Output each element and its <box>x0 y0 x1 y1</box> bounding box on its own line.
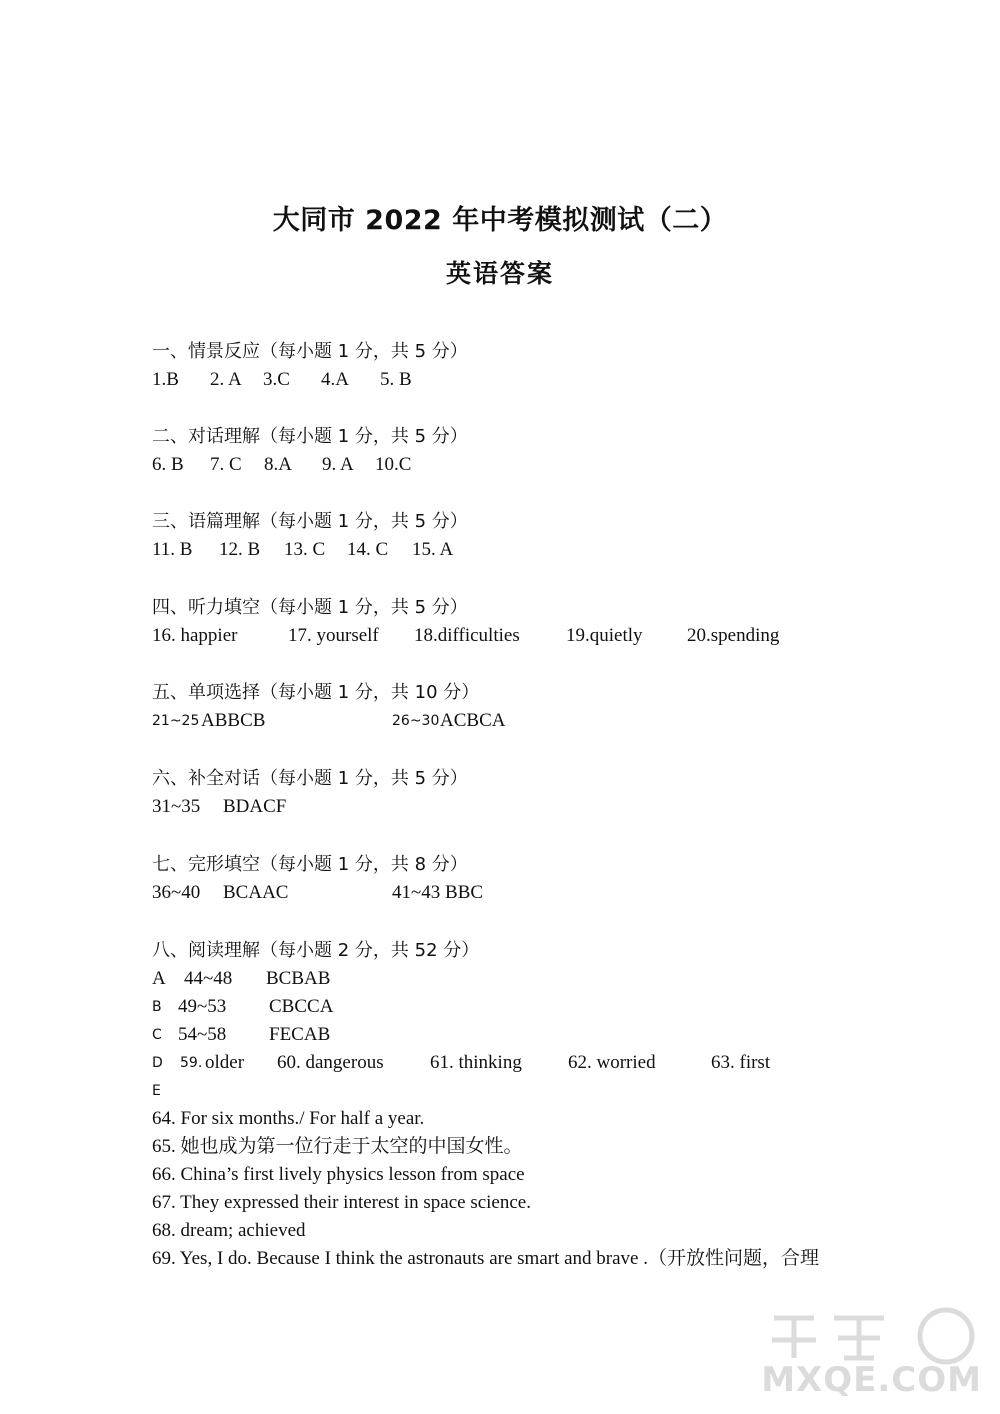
section-single-choice <box>152 679 912 735</box>
answer-item: 19.quietly <box>566 625 643 646</box>
answer-item: 9. A <box>322 454 354 475</box>
answer-item: 13. C <box>284 539 326 560</box>
passage-label: C <box>152 1027 162 1043</box>
question-range: 21~25 <box>152 713 200 729</box>
answer-item: 8.A <box>264 454 292 475</box>
page-title: 大同市 2022 年中考模拟测试（二） <box>272 205 728 236</box>
answer-item: 4.A <box>321 369 349 390</box>
answer-line: 67. They expressed their interest in space science. <box>152 1192 531 1213</box>
section-dialogue-completion <box>152 765 912 821</box>
answer-row <box>152 366 912 394</box>
answer-item: 11. B <box>152 539 193 560</box>
answer-item: 20.spending <box>687 625 780 646</box>
answer-row <box>152 793 912 821</box>
passage-label: B <box>152 999 162 1015</box>
answer-item: ACBCA <box>440 710 506 731</box>
answer-item: 62. worried <box>568 1052 656 1073</box>
passage-row-d <box>152 1049 912 1077</box>
answer-item: BCAAC <box>223 882 289 903</box>
question-range: 31~35 <box>152 796 201 817</box>
section-heading: 二、对话理解（每小题 1 分，共 5 分） <box>152 426 468 447</box>
section-heading: 六、补全对话（每小题 1 分，共 5 分） <box>152 768 468 789</box>
answer-item: 1.B <box>152 369 179 390</box>
passage-row-c <box>152 1021 912 1049</box>
answer-line: 66. China’s first lively physics lesson from space <box>152 1164 525 1185</box>
answer-item: BDACF <box>223 796 287 817</box>
passage-row-a <box>152 965 912 993</box>
answer-item: 61. thinking <box>430 1052 522 1073</box>
answer-item: 2. A <box>210 369 242 390</box>
watermark-text: MXQE.COM <box>761 1360 982 1400</box>
answer-item: 16. happier <box>152 625 238 646</box>
passage-row-e <box>152 1077 912 1105</box>
answer-item: 3.C <box>263 369 290 390</box>
answer-item: 14. C <box>347 539 389 560</box>
answer-line: 68. dream; achieved <box>152 1220 306 1241</box>
section-heading: 四、听力填空（每小题 1 分，共 5 分） <box>152 597 468 618</box>
answer-row <box>152 707 912 735</box>
question-range: 44~48 <box>184 968 233 989</box>
answer-item: 15. A <box>412 539 454 560</box>
section-heading: 五、单项选择（每小题 1 分，共 10 分） <box>152 682 480 703</box>
section-heading: 七、完形填空（每小题 1 分，共 8 分） <box>152 854 468 875</box>
passage-row-b <box>152 993 912 1021</box>
section-heading: 一、情景反应（每小题 1 分，共 5 分） <box>152 341 468 362</box>
answer-line: 65. 她也成为第一位行走于太空的中国女性。 <box>152 1136 523 1157</box>
question-range: 54~58 <box>178 1024 227 1045</box>
section-reading-comprehension <box>152 937 912 1273</box>
answer-item: 12. B <box>219 539 261 560</box>
answer-item: 63. first <box>711 1052 771 1073</box>
answer-item: FECAB <box>269 1024 331 1045</box>
answer-item: 5. B <box>380 369 412 390</box>
passage-label: D <box>152 1055 163 1071</box>
answer-item: 7. C <box>210 454 242 475</box>
answer-item: 41~43 BBC <box>392 882 484 903</box>
section-dialogue-comprehension <box>152 423 912 479</box>
answer-line: 64. For six months./ For half a year. <box>152 1108 425 1129</box>
answer-item: 17. yourself <box>288 625 379 646</box>
question-range: 49~53 <box>178 996 227 1017</box>
answer-item: CBCCA <box>269 996 334 1017</box>
section-heading: 八、阅读理解（每小题 2 分，共 52 分） <box>152 940 480 961</box>
answer-item: BCBAB <box>266 968 331 989</box>
question-range: 36~40 <box>152 882 201 903</box>
answer-item: ABBCB <box>201 710 266 731</box>
answer-item: 6. B <box>152 454 184 475</box>
answer-row <box>152 451 912 479</box>
passage-label: E <box>152 1083 161 1099</box>
page-subtitle: 英语答案 <box>445 259 554 288</box>
section-listening-fill <box>152 594 912 650</box>
section-heading: 三、语篇理解（每小题 1 分，共 5 分） <box>152 511 468 532</box>
answer-item: 10.C <box>375 454 412 475</box>
section-situational-response <box>152 338 912 394</box>
passage-label: A <box>152 968 166 989</box>
answer-row <box>152 536 912 564</box>
answer-item: 60. dangerous <box>277 1052 384 1073</box>
question-range: 26~30 <box>392 713 440 729</box>
answer-row <box>152 622 912 650</box>
answer-line: 69. Yes, I do. Because I think the astronauts are smart and brave .（开放性问题，合理 <box>152 1248 819 1269</box>
answer-row <box>152 879 912 907</box>
question-number: 59. <box>180 1055 203 1071</box>
site-watermark <box>734 1296 994 1408</box>
answer-item: 18.difficulties <box>414 625 520 646</box>
section-passage-comprehension <box>152 508 912 564</box>
section-cloze <box>152 851 912 907</box>
answer-item: older <box>205 1052 245 1073</box>
